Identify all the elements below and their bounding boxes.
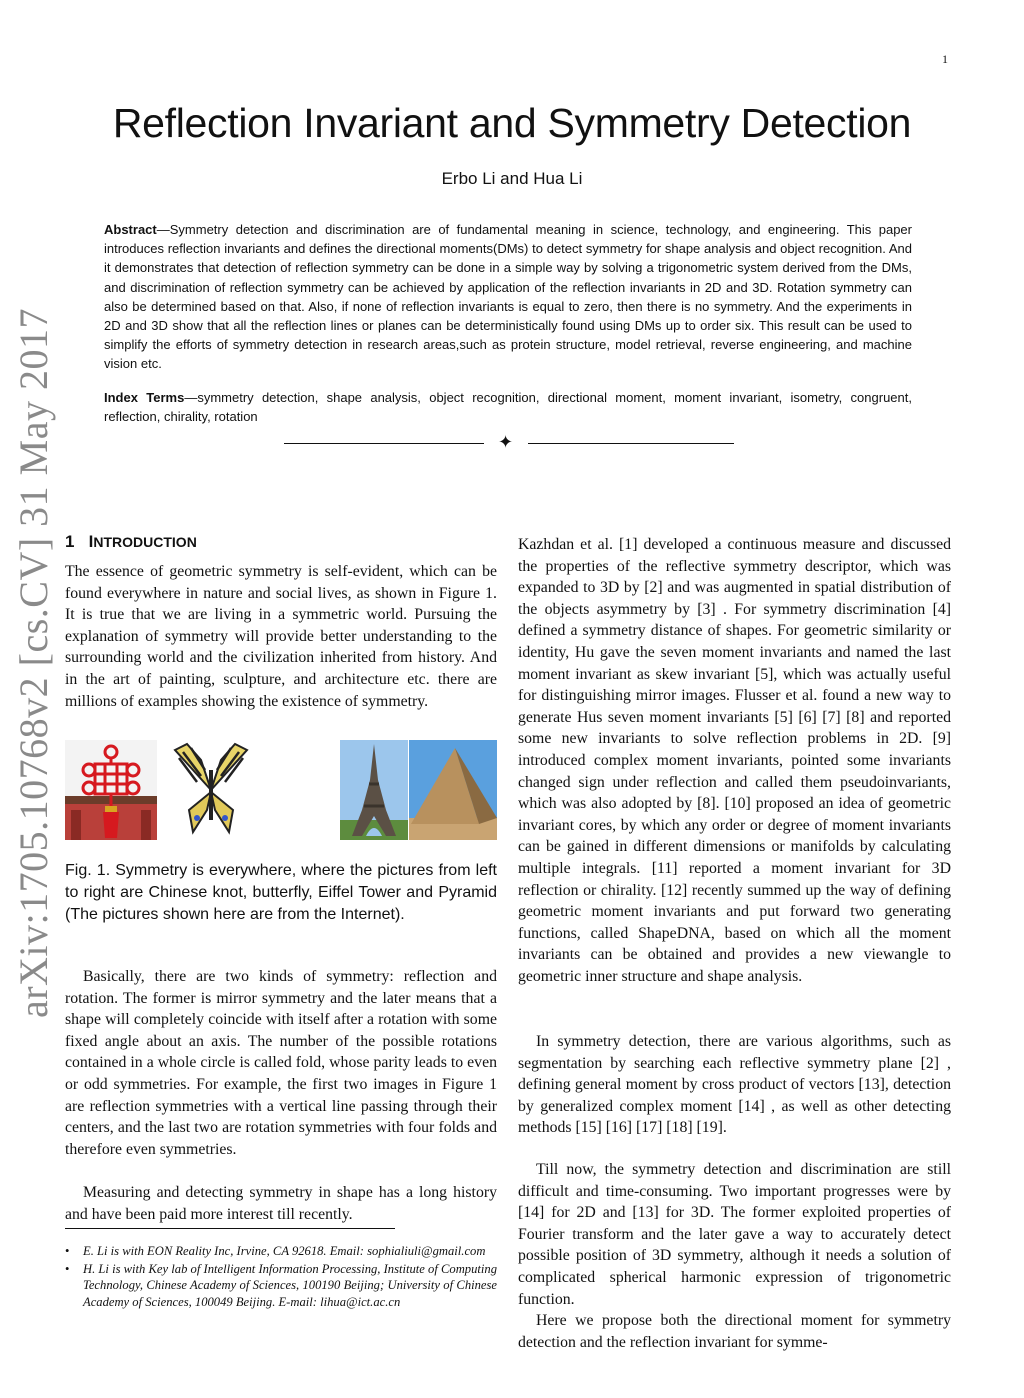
section-title-initial: I	[88, 532, 94, 551]
footnote-bullet: •	[65, 1262, 70, 1277]
footnote-2	[65, 1261, 497, 1310]
footnote-bullet: •	[65, 1244, 70, 1258]
pyramid-image	[409, 740, 497, 840]
footnotes	[65, 1243, 497, 1312]
footnote-2-text: H. Li is with Key lab of Intelligent Information Processing, Institute of Computing Technology, Chinese Academy of Sciences, 100190 Beijing; University of Chinese Academy of Sciences, 100049 Beijing. E-mail: lihua@ict.ac.cn	[83, 1262, 497, 1309]
related-work-paragraph-2: In symmetry detection, there are various algorithms, such as segmentation by searching each reflective symmetry plane [2] , defining general moment by cross product of vectors [13], detection by generalized complex moment [14] , as well as other detecting methods [15] [16] [17] [18] [19].	[518, 1033, 951, 1137]
eiffel-tower-image	[340, 740, 408, 840]
section-number: 1	[65, 532, 75, 551]
section-heading	[65, 532, 497, 552]
footnote-1	[65, 1243, 497, 1259]
related-work-paragraph-3: Till now, the symmetry detection and discrimination are still difficult and time-consuming. Two important progresses were by [14] for 2D and [13] for 3D. The former exploited properties of Fourier transform and the later gave a way to accurately detect possible position of 3D symmetry, although it needs a solution of complicated spherical harmonic expression of trigonometric function.	[518, 1161, 951, 1308]
figure-1	[65, 740, 497, 840]
index-terms-text: —symmetry detection, shape analysis, object recognition, directional moment, moment invariant, isometry, congruent, reflection, chirality, rotation	[104, 390, 912, 425]
related-work-paragraph-4: Here we propose both the directional moment for symmetry detection and the reflection invariant for symme-	[518, 1312, 951, 1351]
arxiv-identifier-stamp[interactable]: arXiv:1705.10768v2 [cs.CV] 31 May 2017	[11, 307, 56, 1019]
separator-diamond-icon: ✦	[498, 432, 514, 452]
page-number: 1	[942, 52, 948, 66]
index-terms-label: Index Terms	[104, 390, 185, 405]
footnote-rule	[65, 1228, 395, 1229]
section-title-rest: NTRODUCTION	[93, 534, 197, 550]
intro-paragraph-2: Basically, there are two kinds of symmetry: reflection and rotation. The former is mirror symmetry and the later means that a shape will completely coincide with itself after a rotation with some fixed angle about an axis. The number of the possible rotations contained in a whole circle is called fold, whose parity leads to even or odd symmetries. For example, the first two images in Figure 1 are reflection symmetries with a vertical line passing through their centers, and the last two are rotation symmetries with four folds and therefore even symmetries.	[65, 968, 497, 1158]
butterfly-image	[171, 740, 251, 840]
abstract	[104, 220, 912, 374]
separator-rule-left	[284, 443, 484, 444]
abstract-label: Abstract	[104, 222, 157, 237]
separator-rule-right	[528, 443, 734, 444]
footnote-1-text: E. Li is with EON Reality Inc, Irvine, CA 92618. Email: sophialiuli@gmail.com	[83, 1244, 486, 1258]
abstract-text: —Symmetry detection and discrimination are of fundamental meaning in science, technology, and engineering. This paper introduces reflection invariants and defines the directional moments(DMs) to detect symmetry for shape analysis and object recognition. And it demonstrates that detection of reflection symmetry can be done in a simple way by solving a trigonometric system derived from the DMs, and discrimination of reflection symmetry can be achieved by application of the reflection invariants in 2D and 3D. Rotation symmetry can also be determined based on that. Also, if none of reflection invariants is equal to zero, then there is no symmetry. And the experiments in 2D and 3D show that all the reflection lines or planes can be deterministically found using DMs up to order six. This result can be used to simplify the efforts of symmetry detection in research areas,such as protein structure, model retrieval, reverse engineering, and machine vision etc.	[104, 222, 912, 372]
index-terms	[104, 388, 912, 426]
intro-paragraph-1: The essence of geometric symmetry is self-evident, which can be found everywhere in nature and social lives, as shown in Figure 1. It is true that we are living in a symmetric world. Pursuing the explanation of symmetry will provide better understanding to the surrounding world and the civilization inherited from history. And in the art of painting, sculpture, and architecture etc. there are millions of examples showing the existence of symmetry.	[65, 563, 497, 710]
paper-title: Reflection Invariant and Symmetry Detection	[112, 100, 912, 146]
related-work-paragraph-1: Kazhdan et al. [1] developed a continuous measure and discussed the properties of the reflective symmetry descriptor, which was expanded to 3D by [2] and was augmented in spatial distribution of the objects asymmetry by [3] . For symmetry discrimination [4] defined a symmetry distance of shapes. For geometric similarity or identity, Hu gave the seven moment invariants and named the last moment invariant as skew invariant [5], which was actually useful for distinguishing mirror images. Flusser et al. found a new way to generate Hus seven moment invariants [5] [6] [7] [8] and reported some new invariants to solve reflection problems in 2D. [9] introduced complex moment invariants, pointed some invariants changed sign under reflection and called them pseudoinvariants, which was also adopted by [8]. [10] proposed an idea of geometric invariant cores, by which any order or degree of moment invariants can be gained in different dimensions or manifolds by calculating multiple integrals. [11] reported a moment invariant for 3D reflection or chirality. [12] recently summed up the way of defining geometric moment invariants and put forward two generating functions, called ShapeDNA, based on which all the moment invariants can be obtained and provides a new viewangle to geometric inner structure and shape analysis.	[518, 536, 951, 985]
chinese-knot-image	[65, 740, 157, 840]
authors: Erbo Li and Hua Li	[441, 169, 583, 188]
figure-caption: Fig. 1. Symmetry is everywhere, where the pictures from left to right are Chinese knot, butterfly, Eiffel Tower and Pyramid (The pictures shown here are from the Internet).	[65, 862, 497, 923]
intro-paragraph-3: Measuring and detecting symmetry in shape has a long history and have been paid more interest till recently.	[65, 1184, 497, 1223]
